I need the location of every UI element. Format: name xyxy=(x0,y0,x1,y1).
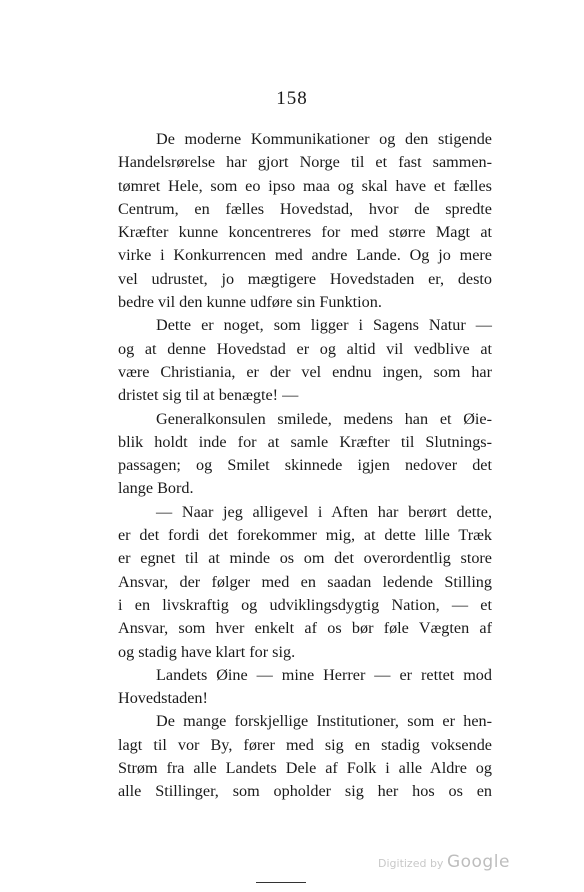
text-line: alle Stillinger, som opholder sig her hos os en xyxy=(118,782,492,801)
text-line: bedre vil den kunne udføre sin Funktion. xyxy=(118,293,382,312)
watermark-prefix: Digitized by xyxy=(378,857,444,870)
text-line: blik holdt inde for at samle Kræfter til Slutnings- xyxy=(118,432,492,451)
text-line: tømret Hele, som eo ipso maa og skal have et fælles xyxy=(118,176,492,195)
text-line: Centrum, en fælles Hovedstad, hvor de spredte xyxy=(118,199,492,218)
text-line: Dette er noget, som ligger i Sagens Natur — xyxy=(156,316,492,335)
text-line: er egnet til at minde os om det overordentlig store xyxy=(118,549,492,568)
text-line: Strøm fra alle Landets Dele af Folk i alle Aldre og xyxy=(118,759,492,778)
text-line: dristet sig til at benægte! — xyxy=(118,386,299,405)
text-line: passagen; og Smilet skinnede igjen nedover det xyxy=(118,456,492,475)
text-line: i en livskraftig og udviklingsdygtig Nation, — et xyxy=(118,595,492,614)
text-line: og stadig have klart for sig. xyxy=(118,642,296,661)
text-line: lagt til vor By, fører med sig en stadig voksende xyxy=(118,735,492,754)
text-line: være Christiania, er der vel endnu ingen, som har xyxy=(118,362,492,381)
text-line: De moderne Kommunikationer og den stigende xyxy=(156,130,492,148)
digitization-watermark xyxy=(378,852,510,872)
text-line: vel udrustet, jo mægtigere Hovedstaden er, desto xyxy=(118,269,492,288)
text-line: De mange forskjellige Institutioner, som er hen- xyxy=(156,712,492,731)
text-line: Handelsrørelse har gjort Norge til et fast sammen- xyxy=(118,153,492,172)
page-number: 158 xyxy=(276,88,308,109)
text-line: og at denne Hovedstad er og altid vil vedblive at xyxy=(118,339,492,358)
text-line: er det fordi det forekommer mig, at dette lille Træk xyxy=(118,526,492,545)
watermark-brand: Google xyxy=(446,852,510,872)
text-line: Generalkonsulen smilede, medens han et Øie- xyxy=(156,409,492,428)
body-text xyxy=(118,128,492,804)
text-line: Kræfter kunne koncentreres for med større Magt at xyxy=(118,223,492,242)
text-line: virke i Konkurrencen med andre Lande. Og jo mere xyxy=(118,246,492,265)
text-line: Ansvar, som hver enkelt af os bør føle Vægten af xyxy=(118,619,492,638)
text-line: lange Bord. xyxy=(118,479,194,498)
text-line: Ansvar, der følger med en saadan ledende Stilling xyxy=(118,572,492,591)
text-line: — Naar jeg alligevel i Aften har berørt dette, xyxy=(156,502,492,521)
footer-rule xyxy=(256,882,306,883)
text-line: Landets Øine — mine Herrer — er rettet mod xyxy=(156,665,492,684)
text-line: Hovedstaden! xyxy=(118,689,208,708)
